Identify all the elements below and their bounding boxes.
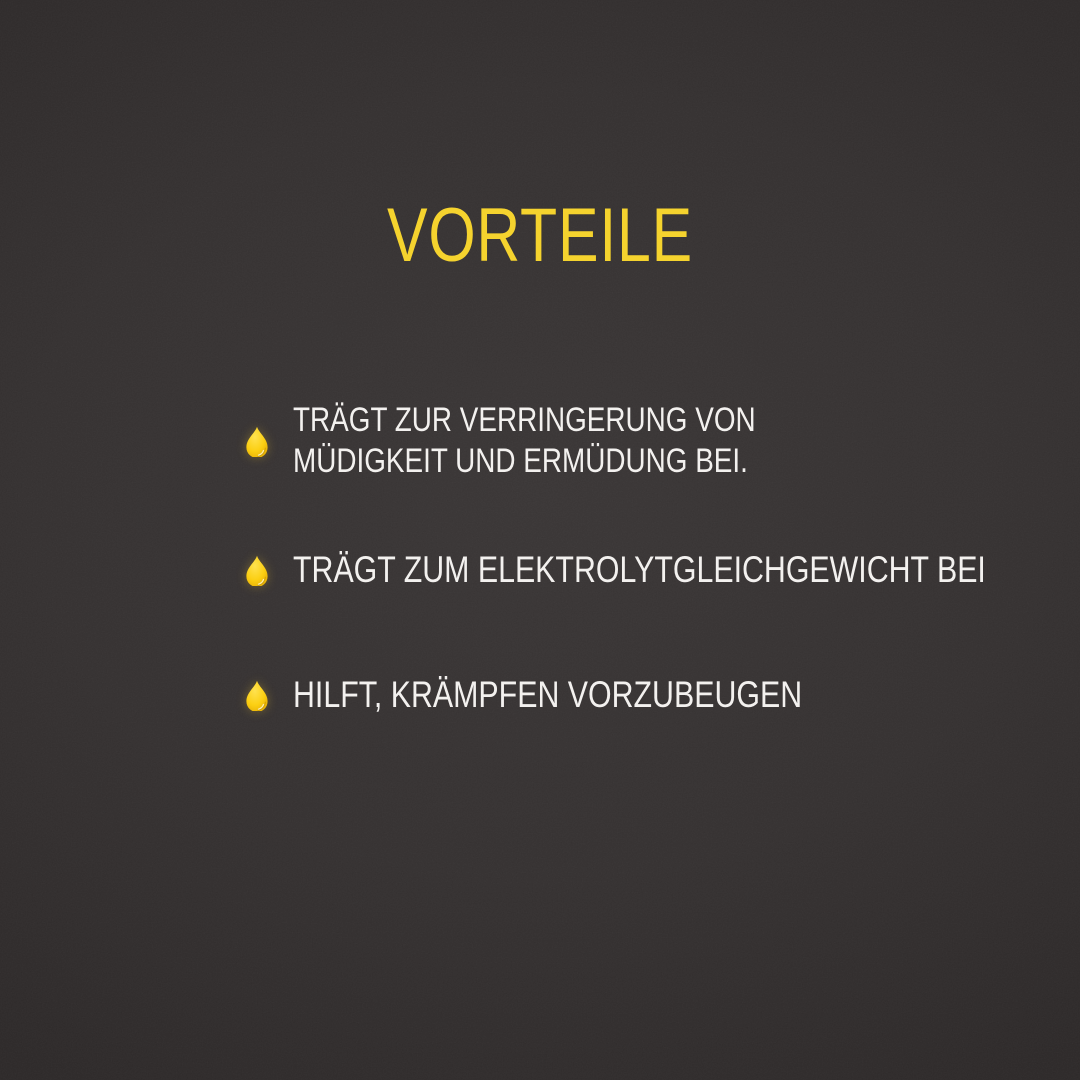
droplet-icon xyxy=(246,680,268,711)
droplet-icon xyxy=(246,426,268,457)
benefit-line: TRÄGT ZUM ELEKTROLYTGLEICHGEWICHT BEI xyxy=(293,549,986,590)
benefit-line: TRÄGT ZUR VERRINGERUNG VON xyxy=(293,401,756,439)
benefit-text-1 xyxy=(293,400,756,482)
benefit-text-3 xyxy=(293,675,802,715)
benefit-line: HILFT, KRÄMPFEN VORZUBEUGEN xyxy=(293,674,803,715)
benefit-item-3 xyxy=(246,675,914,715)
page-title: VORTEILE xyxy=(386,193,693,278)
benefit-item-2 xyxy=(246,550,1080,590)
droplet-icon xyxy=(246,555,268,586)
benefit-text-2 xyxy=(293,550,986,590)
benefit-line: MÜDIGKEIT UND ERMÜDUNG BEI. xyxy=(293,442,748,480)
benefit-item-1 xyxy=(246,400,857,482)
